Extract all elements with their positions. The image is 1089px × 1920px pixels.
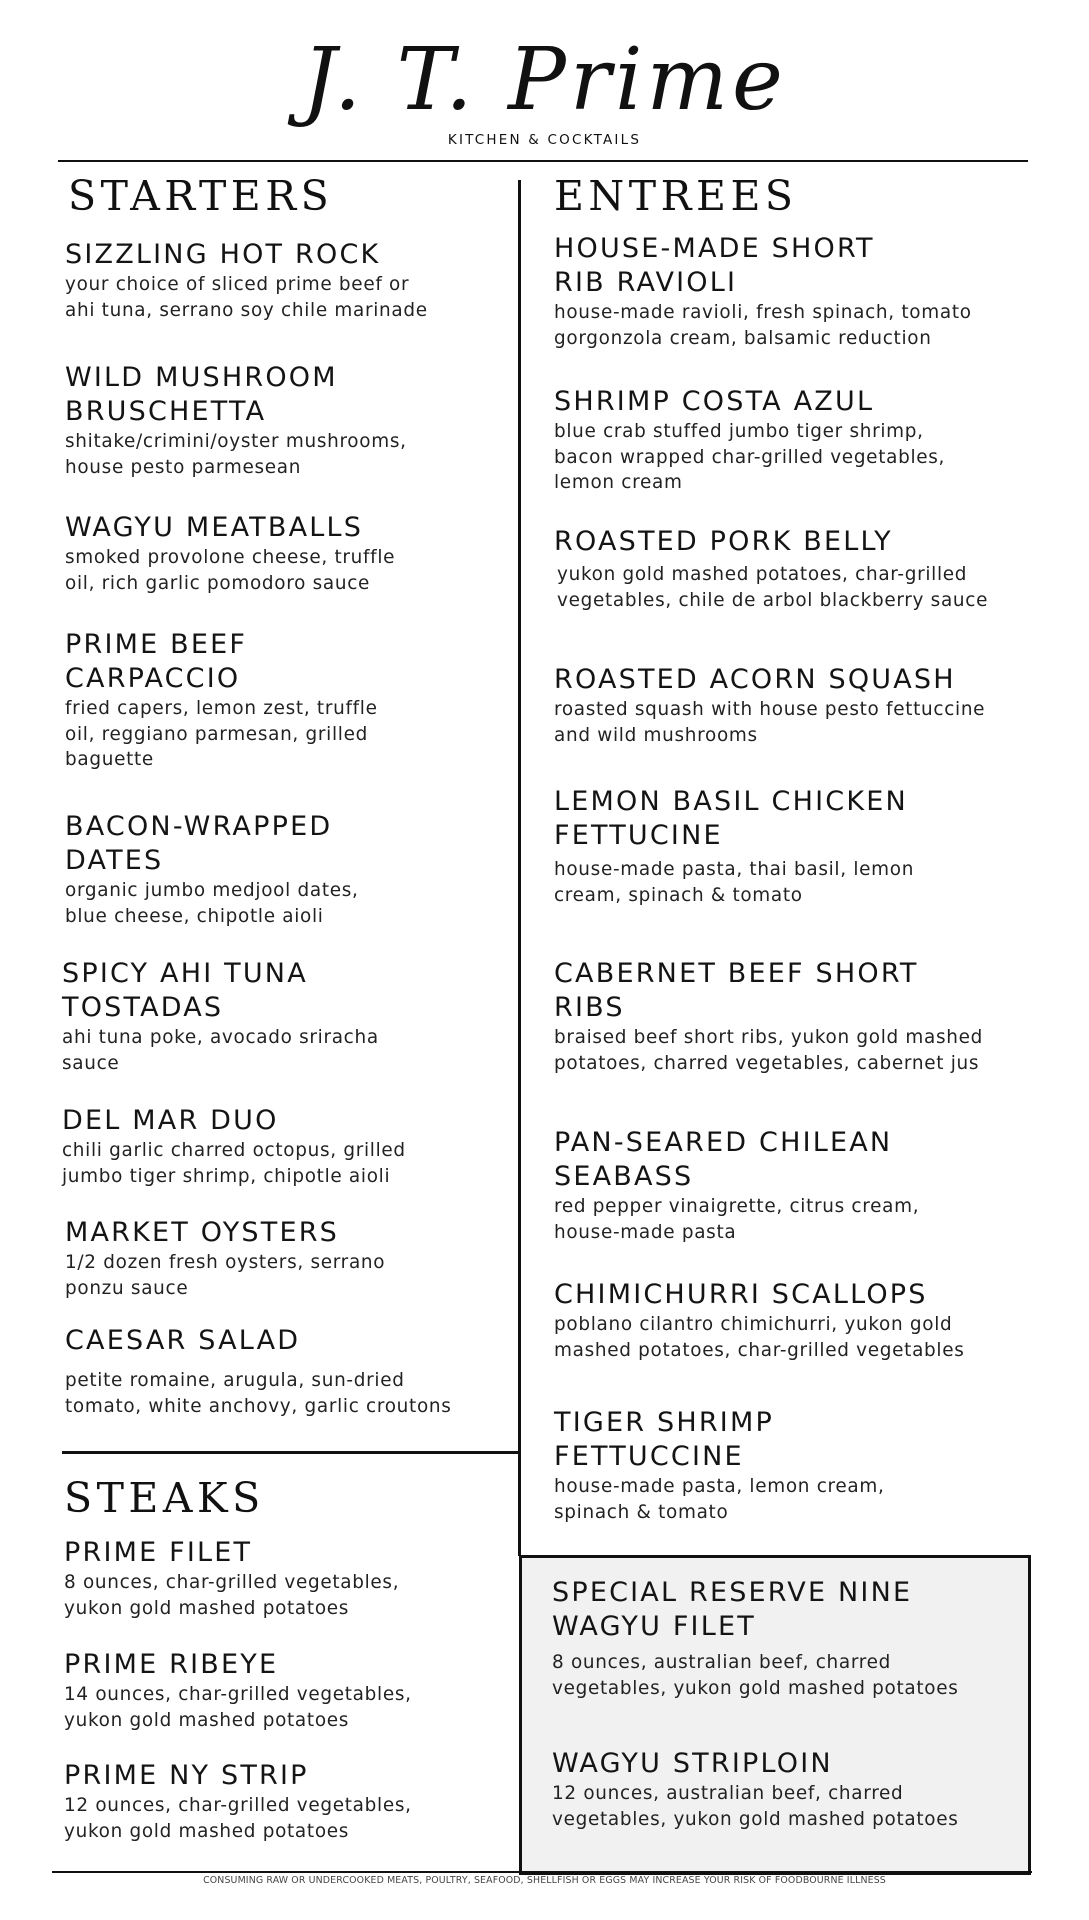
menu-item (65, 1216, 505, 1301)
starters-steaks-divider (62, 1451, 520, 1454)
menu-item-name: WAGYU MEATBALLS (65, 512, 364, 543)
restaurant-logo: J. T. Prime (302, 30, 787, 130)
menu-item (62, 1104, 502, 1189)
menu-item-name: CABERNET BEEF SHORT RIBS (554, 958, 919, 1023)
menu-item (554, 385, 1014, 496)
menu-item-description: fried capers, lemon zest, truffle oil, reggiano parmesan, grilled baguette (65, 698, 378, 770)
menu-item (65, 511, 505, 596)
menu-item-name: PRIME BEEF CARPACCIO (65, 629, 248, 694)
menu-item (65, 810, 505, 929)
menu-item-name: TIGER SHRIMP FETTUCCINE (554, 1407, 774, 1472)
menu-item-description: 12 ounces, australian beef, charred vegetables, yukon gold mashed potatoes (552, 1783, 959, 1830)
menu-item-description: poblano cilantro chimichurri, yukon gold mashed potatoes, char-grilled vegetables (554, 1314, 965, 1361)
menu-item (554, 663, 1014, 748)
menu-item-name: DEL MAR DUO (62, 1105, 279, 1136)
menu-item (65, 628, 505, 773)
menu-item-name: ROASTED PORK BELLY (554, 526, 893, 557)
menu-item (554, 1406, 1014, 1525)
menu-item (554, 1126, 1014, 1245)
menu-item-description: organic jumbo medjool dates, blue cheese, chipotle aioli (65, 880, 359, 927)
menu-item (64, 1536, 504, 1621)
menu-item-name: HOUSE-MADE SHORT RIB RAVIOLI (554, 233, 875, 298)
menu-item-name: SIZZLING HOT ROCK (65, 239, 381, 270)
menu-item (554, 525, 1014, 613)
menu-item-description: 8 ounces, australian beef, charred vegetables, yukon gold mashed potatoes (552, 1652, 959, 1699)
menu-item (554, 1278, 1014, 1363)
logo-subtitle: KITCHEN & COCKTAILS (447, 132, 642, 148)
menu-item-name: WILD MUSHROOM BRUSCHETTA (65, 362, 338, 427)
menu-item (64, 1759, 504, 1844)
menu-item-name: WAGYU STRIPLOIN (552, 1748, 833, 1779)
menu-item-description: shitake/crimini/oyster mushrooms, house pesto parmesean (65, 431, 407, 478)
menu-item-description: smoked provolone cheese, truffle oil, rich garlic pomodoro sauce (65, 547, 396, 594)
menu-item-name: PRIME RIBEYE (64, 1649, 279, 1680)
menu-item (64, 1648, 504, 1733)
menu-item-name: MARKET OYSTERS (65, 1217, 340, 1248)
menu-item-name: PRIME FILET (64, 1537, 253, 1568)
menu-item-description: braised beef short ribs, yukon gold mashed potatoes, charred vegetables, cabernet jus (554, 1027, 984, 1074)
menu-item (65, 238, 505, 323)
menu-item-name: SPECIAL RESERVE NINE WAGYU FILET (552, 1577, 913, 1642)
food-safety-notice: CONSUMING RAW OR UNDERCOOKED MEATS, POULTRY, SEAFOOD, SHELLFISH OR EGGS MAY INCREASE YOUR RISK OF FOODBOURNE ILLNESS (203, 1875, 886, 1886)
menu-item-description: house-made pasta, thai basil, lemon cream, spinach & tomato (554, 859, 915, 906)
menu-item (65, 361, 505, 480)
menu-item (65, 1324, 505, 1419)
menu-item-name: SPICY AHI TUNA TOSTADAS (62, 958, 308, 1023)
menu-item-description: 8 ounces, char-grilled vegetables, yukon gold mashed potatoes (64, 1572, 400, 1619)
menu-item (552, 1747, 1012, 1832)
menu-item-description: house-made ravioli, fresh spinach, tomato gorgonzola cream, balsamic reduction (554, 302, 972, 349)
menu-item-description: blue crab stuffed jumbo tiger shrimp, bacon wrapped char-grilled vegetables, lemon cream (554, 421, 946, 493)
menu-item-name: LEMON BASIL CHICKEN FETTUCINE (554, 786, 908, 851)
menu-item-description: 1/2 dozen fresh oysters, serrano ponzu sauce (65, 1252, 386, 1299)
menu-item-description: roasted squash with house pesto fettuccine and wild mushrooms (554, 699, 986, 746)
menu-item-description: your choice of sliced prime beef or ahi tuna, serrano soy chile marinade (65, 274, 428, 321)
starters-heading: STARTERS (68, 172, 334, 220)
menu-item-name: CHIMICHURRI SCALLOPS (554, 1279, 928, 1310)
menu-item-description: 12 ounces, char-grilled vegetables, yukon gold mashed potatoes (64, 1795, 412, 1842)
top-divider (58, 160, 1028, 162)
menu-item-name: PAN-SEARED CHILEAN SEABASS (554, 1127, 893, 1192)
menu-item-description: yukon gold mashed potatoes, char-grilled vegetables, chile de arbol blackberry sauce (557, 564, 989, 611)
menu-item-description: house-made pasta, lemon cream, spinach & tomato (554, 1476, 885, 1523)
menu-item-description: red pepper vinaigrette, citrus cream, house-made pasta (554, 1196, 920, 1243)
steaks-heading: STEAKS (64, 1474, 265, 1522)
menu-item (62, 957, 502, 1076)
menu-item-name: PRIME NY STRIP (64, 1760, 309, 1791)
menu-item-name: SHRIMP COSTA AZUL (554, 386, 875, 417)
menu-item-description: ahi tuna poke, avocado sriracha sauce (62, 1027, 379, 1074)
menu-item-name: BACON-WRAPPED DATES (65, 811, 333, 876)
menu-item (552, 1576, 1012, 1701)
menu-item-name: CAESAR SALAD (65, 1325, 301, 1356)
menu-item (554, 232, 1014, 351)
menu-item-name: ROASTED ACORN SQUASH (554, 664, 956, 695)
menu-item-description: 14 ounces, char-grilled vegetables, yukon gold mashed potatoes (64, 1684, 412, 1731)
column-divider (518, 180, 521, 1556)
menu-item (554, 957, 1014, 1076)
entrees-heading: ENTREES (554, 172, 798, 220)
bottom-divider (52, 1871, 1032, 1873)
menu-item-description: petite romaine, arugula, sun-dried tomato, white anchovy, garlic croutons (65, 1370, 452, 1417)
menu-item (554, 785, 1014, 908)
menu-item-description: chili garlic charred octopus, grilled jumbo tiger shrimp, chipotle aioli (62, 1140, 406, 1187)
